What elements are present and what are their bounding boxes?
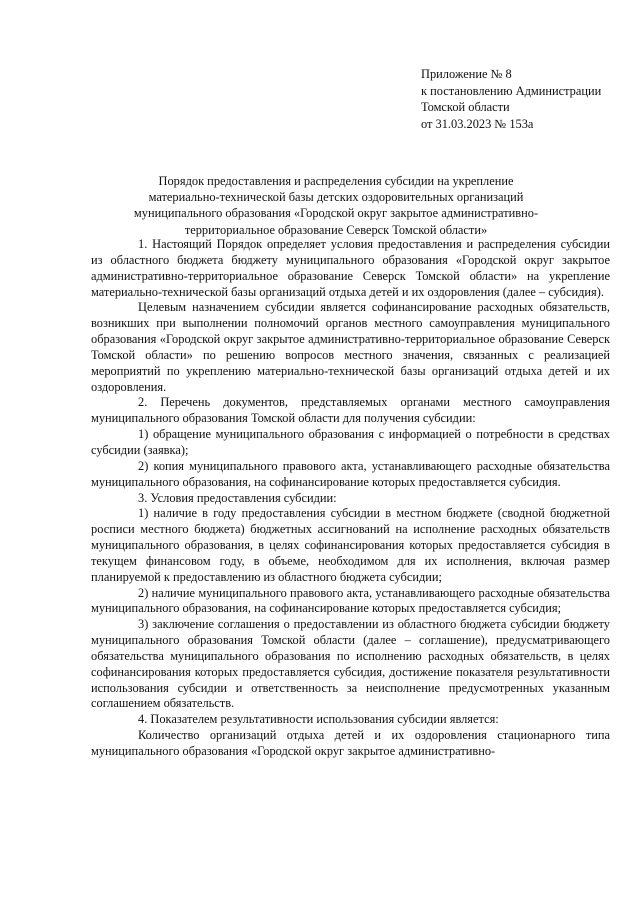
appendix-header <box>421 66 621 132</box>
appendix-line: Томской области <box>421 100 510 114</box>
appendix-line: к постановлению Администрации <box>421 83 602 98</box>
paragraph: 2) копия муниципального правового акта, устанавливающего расходные обязательства муниципального образования, на софинансирование которых предоставляется субсидия. <box>91 458 610 489</box>
title-line: Порядок предоставления и распределения субсидии на укрепление <box>158 174 514 188</box>
title-line: территориальное образование Северск Томской области» <box>184 222 488 237</box>
paragraph: 3) заключение соглашения о предоставлении из областного бюджета субсидии бюджету муниципального образования Томской области (далее – соглашение), предусматривающего обязательства муниципального образования по исполнению расходных обязательств, в целях софинансирования которых предоставляется субсидия, достижение показателя результативности использования субсидии и ответственность за неисполнение предусмотренных указанным соглашением обязательств. <box>91 617 610 711</box>
paragraph: 1) обращение муниципального образования с информацией о потребности в средствах субсидии (заявка); <box>91 427 610 457</box>
paragraph: 1) наличие в году предоставления субсидии в местном бюджете (сводной бюджетной росписи местного бюджета) бюджетных ассигнований на исполнение расходных обязательств муниципального образования, в целях софинансирования которых предоставляется субсидия в текущем финансовом году, в объеме, необходимом для их исполнения, включая размер планируемой к предоставлению из областного бюджета субсидии; <box>91 506 610 584</box>
document-body <box>91 237 610 760</box>
document-title <box>100 173 572 238</box>
appendix-line: Приложение № 8 <box>421 67 512 81</box>
title-line: муниципального образования «Городской округ закрытое административно- <box>133 206 539 221</box>
paragraph: Целевым назначением субсидии является софинансирование расходных обязательств, возникших при выполнении полномочий органов местного самоуправления муниципального образования «Городской округ закрытое административно-территориальное образование Северск Томской области» по решению вопросов местного значения, связанных с реализацией мероприятий по укреплению материально-технической базы организаций отдыха детей и их оздоровления. <box>91 300 610 394</box>
paragraph: 2) наличие муниципального правового акта, устанавливающего расходные обязательства муниципального образования, на софинансирование которых предоставляется субсидия; <box>91 585 610 616</box>
paragraph: 1. Настоящий Порядок определяет условия предоставления и распределения субсидии из областного бюджета бюджету муниципального образования «Городской округ закрытое административно-территориальное образование Северск Томской области» на укрепление материально-технической базы организаций отдыха детей и их оздоровления (далее – субсидия). <box>91 237 610 299</box>
title-line: материально-технической базы детских оздоровительных организаций <box>148 190 524 205</box>
paragraph: 3. Условия предоставления субсидии: <box>138 490 337 505</box>
paragraph: 2. Перечень документов, представляемых органами местного самоуправления муниципального образования Томской области для получения субсидии: <box>91 395 610 426</box>
paragraph: 4. Показателем результативности использования субсидии является: <box>138 712 499 727</box>
paragraph: Количество организаций отдыха детей и их оздоровления стационарного типа муниципального образования «Городской округ закрытое административно- <box>91 728 610 758</box>
appendix-line: от 31.03.2023 № 153а <box>421 116 534 131</box>
